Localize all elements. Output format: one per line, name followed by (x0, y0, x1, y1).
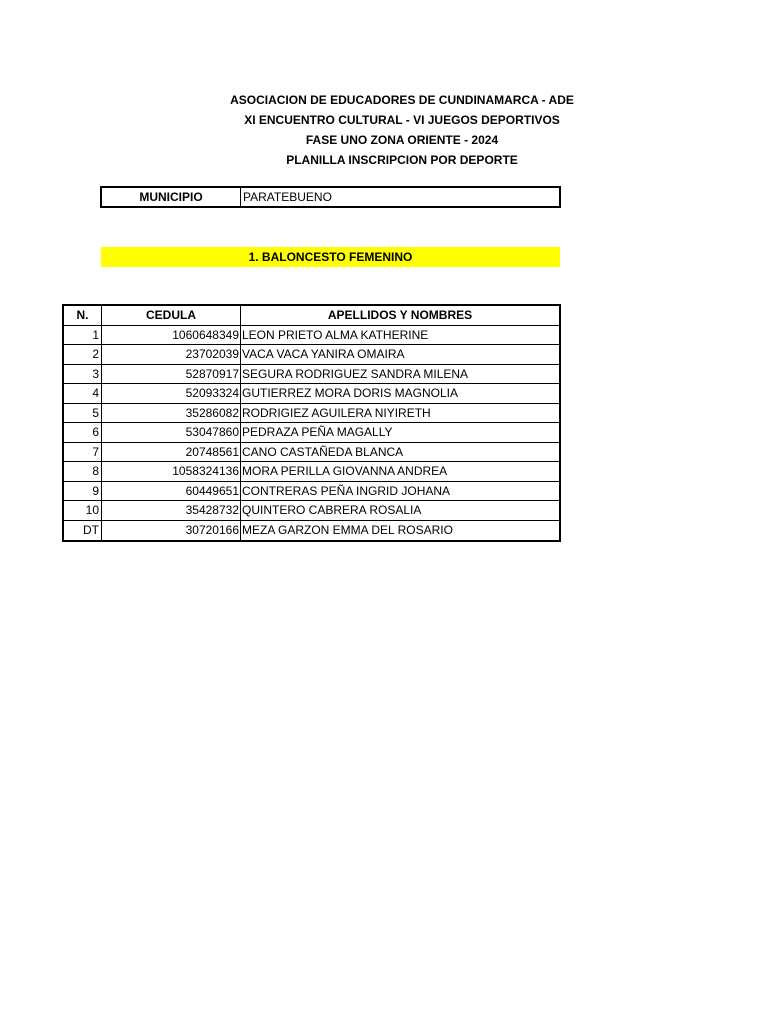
municipio-label: MUNICIPIO (102, 188, 241, 206)
table-row (64, 404, 559, 424)
event-title: XI ENCUENTRO CULTURAL - VI JUEGOS DEPORTIVOS (244, 113, 560, 127)
row-number[interactable]: 7 (64, 443, 102, 462)
row-number[interactable]: 6 (64, 423, 102, 442)
document-header (210, 90, 594, 170)
row-name[interactable]: VACA VACA YANIRA OMAIRA (242, 347, 405, 361)
municipio-table (100, 186, 561, 208)
table-row (64, 384, 559, 404)
table-row (64, 326, 559, 346)
table-row (64, 482, 559, 502)
row-number[interactable]: 4 (64, 384, 102, 403)
row-name[interactable]: GUTIERREZ MORA DORIS MAGNOLIA (242, 386, 459, 400)
row-name[interactable]: QUINTERO CABRERA ROSALIA (242, 503, 422, 517)
row-name[interactable]: CANO CASTAÑEDA BLANCA (242, 444, 404, 459)
row-name[interactable]: CONTRERAS PEÑA INGRID JOHANA (242, 483, 451, 498)
table-row (64, 462, 559, 482)
table-row (64, 365, 559, 385)
association-title: ASOCIACION DE EDUCADORES DE CUNDINAMARCA - ADE (230, 93, 574, 107)
row-cedula[interactable]: 35286082 (102, 404, 241, 423)
row-cedula[interactable]: 53047860 (102, 423, 241, 442)
table-row (64, 501, 559, 521)
table-row (64, 521, 559, 541)
row-cedula[interactable]: 30720166 (102, 521, 241, 541)
row-cedula[interactable]: 1060648349 (102, 326, 241, 345)
row-cedula[interactable]: 35428732 (102, 501, 241, 520)
phase-title: FASE UNO ZONA ORIENTE - 2024 (305, 133, 499, 147)
roster-table (62, 304, 561, 542)
column-header-n: N. (64, 306, 102, 325)
row-number[interactable]: 2 (64, 345, 102, 364)
table-row (64, 443, 559, 463)
form-title: PLANILLA INSCRIPCION POR DEPORTE (286, 153, 518, 167)
row-number[interactable]: DT (64, 521, 102, 541)
row-cedula[interactable]: 52093324 (102, 384, 241, 403)
row-cedula[interactable]: 1058324136 (102, 462, 241, 481)
row-number[interactable]: 1 (64, 326, 102, 345)
table-row (64, 423, 559, 443)
row-cedula[interactable]: 20748561 (102, 443, 241, 462)
row-number[interactable]: 3 (64, 365, 102, 384)
row-cedula[interactable]: 52870917 (102, 365, 241, 384)
row-number[interactable]: 9 (64, 482, 102, 501)
column-header-name: APELLIDOS Y NOMBRES (327, 308, 473, 322)
row-name[interactable]: PEDRAZA PEÑA MAGALLY (242, 425, 393, 439)
municipio-value[interactable]: PARATEBUENO (243, 190, 332, 204)
row-name[interactable]: LEON PRIETO ALMA KATHERINE (242, 327, 429, 342)
row-cedula[interactable]: 23702039 (102, 345, 241, 364)
row-cedula[interactable]: 60449651 (102, 482, 241, 501)
column-header-cedula: CEDULA (102, 306, 241, 325)
row-name[interactable]: MEZA GARZON EMMA DEL ROSARIO (242, 522, 453, 537)
sport-banner: 1. BALONCESTO FEMENINO (101, 247, 560, 267)
row-name[interactable]: RODRIGIEZ AGUILERA NIYIRETH (242, 405, 431, 420)
roster-header-row (64, 306, 559, 326)
row-number[interactable]: 10 (64, 501, 102, 520)
table-row (64, 345, 559, 365)
row-name[interactable]: MORA PERILLA GIOVANNA ANDREA (242, 464, 448, 478)
row-number[interactable]: 5 (64, 404, 102, 423)
row-name[interactable]: SEGURA RODRIGUEZ SANDRA MILENA (242, 366, 469, 381)
row-number[interactable]: 8 (64, 462, 102, 481)
